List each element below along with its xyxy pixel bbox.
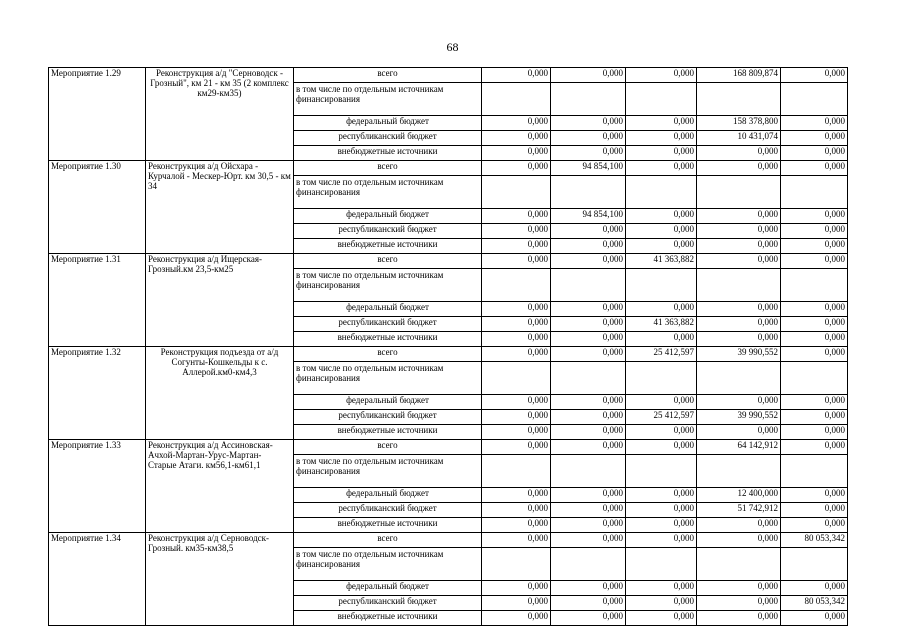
amount-cell: 0,000 (781, 518, 848, 533)
funding-source: всего (294, 161, 482, 176)
activity-code: Мероприятие 1.29 (49, 68, 146, 161)
amount-cell: 0,000 (626, 395, 697, 410)
funding-source: федеральный бюджет (294, 488, 482, 503)
amount-cell (626, 269, 697, 302)
amount-cell: 25 412,597 (626, 347, 697, 362)
amount-cell (697, 176, 781, 209)
amount-cell: 0,000 (626, 131, 697, 146)
table-row (49, 533, 848, 548)
amount-cell: 0,000 (482, 239, 551, 254)
amount-cell: 0,000 (626, 239, 697, 254)
amount-cell: 0,000 (482, 596, 551, 611)
activity-code: Мероприятие 1.32 (49, 347, 146, 440)
amount-cell (781, 455, 848, 488)
activity-name: Реконструкция а/д Серноводск-Грозный. км35-км38,5 (146, 533, 294, 626)
amount-cell (626, 83, 697, 116)
amount-cell: 0,000 (482, 317, 551, 332)
amount-cell (626, 548, 697, 581)
amount-cell: 0,000 (626, 533, 697, 548)
amount-cell: 0,000 (697, 533, 781, 548)
amount-cell: 0,000 (551, 332, 626, 347)
amount-cell: 0,000 (551, 518, 626, 533)
amount-cell: 0,000 (781, 131, 848, 146)
amount-cell: 0,000 (781, 332, 848, 347)
amount-cell: 0,000 (482, 518, 551, 533)
amount-cell: 0,000 (781, 503, 848, 518)
amount-cell: 0,000 (781, 581, 848, 596)
activity-name: Реконструкция а/д "Серноводск - Грозный", км 21 - км 35 (2 комплекс км29-км35) (146, 68, 294, 161)
amount-cell: 0,000 (551, 503, 626, 518)
amount-cell: 0,000 (626, 518, 697, 533)
amount-cell (781, 548, 848, 581)
amount-cell: 0,000 (697, 239, 781, 254)
amount-cell: 0,000 (482, 224, 551, 239)
amount-cell (781, 362, 848, 395)
amount-cell: 0,000 (781, 395, 848, 410)
amount-cell: 0,000 (626, 503, 697, 518)
amount-cell: 0,000 (697, 581, 781, 596)
funding-source: республиканский бюджет (294, 131, 482, 146)
amount-cell: 0,000 (482, 146, 551, 161)
amount-cell (482, 269, 551, 302)
funding-source: республиканский бюджет (294, 596, 482, 611)
amount-cell: 0,000 (781, 425, 848, 440)
amount-cell (781, 269, 848, 302)
funding-source: внебюджетные источники (294, 611, 482, 626)
amount-cell: 0,000 (551, 302, 626, 317)
amount-cell: 0,000 (551, 317, 626, 332)
amount-cell: 0,000 (482, 488, 551, 503)
amount-cell: 0,000 (551, 146, 626, 161)
amount-cell: 0,000 (781, 611, 848, 626)
amount-cell: 0,000 (482, 425, 551, 440)
amount-cell (482, 548, 551, 581)
amount-cell: 0,000 (482, 131, 551, 146)
funding-source: внебюджетные источники (294, 332, 482, 347)
amount-cell: 0,000 (551, 596, 626, 611)
amount-cell: 0,000 (626, 332, 697, 347)
amount-cell: 41 363,882 (626, 254, 697, 269)
funding-source: республиканский бюджет (294, 503, 482, 518)
amount-cell: 0,000 (482, 116, 551, 131)
funding-source: внебюджетные источники (294, 518, 482, 533)
amount-cell: 0,000 (781, 302, 848, 317)
amount-cell: 80 053,342 (781, 533, 848, 548)
amount-cell: 0,000 (482, 161, 551, 176)
table-row (49, 347, 848, 362)
amount-cell: 10 431,074 (697, 131, 781, 146)
amount-cell: 0,000 (626, 116, 697, 131)
amount-cell: 0,000 (626, 146, 697, 161)
amount-cell: 39 990,552 (697, 347, 781, 362)
funding-source: всего (294, 347, 482, 362)
amount-cell: 0,000 (551, 440, 626, 455)
amount-cell: 0,000 (482, 254, 551, 269)
amount-cell: 80 053,342 (781, 596, 848, 611)
amount-cell: 0,000 (697, 395, 781, 410)
amount-cell: 0,000 (697, 611, 781, 626)
amount-cell: 0,000 (551, 425, 626, 440)
amount-cell: 0,000 (697, 302, 781, 317)
amount-cell: 0,000 (482, 503, 551, 518)
amount-cell (482, 455, 551, 488)
amount-cell (551, 455, 626, 488)
funding-source: в том числе по отдельным источникам финансирования (294, 455, 482, 488)
amount-cell: 0,000 (482, 332, 551, 347)
amount-cell (697, 269, 781, 302)
table-row (49, 440, 848, 455)
activity-name: Реконструкция подъезда от а/д Согунты-Кошкельды к с. Аллерой.км0-км4,3 (146, 347, 294, 440)
funding-source: в том числе по отдельным источникам финансирования (294, 362, 482, 395)
amount-cell: 0,000 (781, 239, 848, 254)
amount-cell: 0,000 (482, 611, 551, 626)
funding-source: в том числе по отдельным источникам финансирования (294, 548, 482, 581)
amount-cell: 0,000 (551, 410, 626, 425)
amount-cell (551, 83, 626, 116)
amount-cell: 94 854,100 (551, 209, 626, 224)
amount-cell: 168 809,874 (697, 68, 781, 83)
amount-cell: 0,000 (781, 488, 848, 503)
amount-cell: 0,000 (551, 239, 626, 254)
funding-source: республиканский бюджет (294, 224, 482, 239)
activity-name: Реконструкция а/д Ищерская-Грозный.км 23,5-км25 (146, 254, 294, 347)
amount-cell: 0,000 (551, 68, 626, 83)
amount-cell: 0,000 (551, 581, 626, 596)
table-row (49, 161, 848, 176)
amount-cell: 0,000 (626, 161, 697, 176)
amount-cell: 0,000 (697, 518, 781, 533)
funding-source: республиканский бюджет (294, 410, 482, 425)
amount-cell: 0,000 (697, 209, 781, 224)
amount-cell: 0,000 (551, 395, 626, 410)
funding-table (48, 67, 848, 626)
funding-source: всего (294, 533, 482, 548)
amount-cell (626, 362, 697, 395)
amount-cell (697, 83, 781, 116)
amount-cell: 0,000 (482, 302, 551, 317)
amount-cell: 0,000 (482, 395, 551, 410)
funding-source: в том числе по отдельным источникам финансирования (294, 83, 482, 116)
amount-cell: 0,000 (626, 440, 697, 455)
funding-source: внебюджетные источники (294, 146, 482, 161)
amount-cell: 0,000 (482, 533, 551, 548)
funding-source: федеральный бюджет (294, 302, 482, 317)
table-row (49, 254, 848, 269)
amount-cell: 0,000 (482, 209, 551, 224)
activity-code: Мероприятие 1.30 (49, 161, 146, 254)
funding-source: внебюджетные источники (294, 425, 482, 440)
amount-cell: 0,000 (626, 209, 697, 224)
amount-cell: 0,000 (697, 254, 781, 269)
amount-cell: 0,000 (482, 347, 551, 362)
funding-source: в том числе по отдельным источникам финансирования (294, 269, 482, 302)
amount-cell: 0,000 (626, 224, 697, 239)
amount-cell: 0,000 (626, 581, 697, 596)
amount-cell: 25 412,597 (626, 410, 697, 425)
funding-source: республиканский бюджет (294, 317, 482, 332)
amount-cell: 0,000 (482, 68, 551, 83)
amount-cell: 0,000 (781, 317, 848, 332)
amount-cell: 0,000 (551, 254, 626, 269)
amount-cell: 0,000 (626, 596, 697, 611)
funding-source: всего (294, 440, 482, 455)
amount-cell (626, 176, 697, 209)
amount-cell: 0,000 (482, 581, 551, 596)
amount-cell: 0,000 (551, 533, 626, 548)
amount-cell: 0,000 (551, 131, 626, 146)
amount-cell: 12 400,000 (697, 488, 781, 503)
amount-cell: 0,000 (697, 161, 781, 176)
funding-source: федеральный бюджет (294, 581, 482, 596)
amount-cell (697, 548, 781, 581)
amount-cell: 0,000 (697, 224, 781, 239)
amount-cell: 0,000 (551, 611, 626, 626)
amount-cell: 51 742,912 (697, 503, 781, 518)
amount-cell (697, 362, 781, 395)
amount-cell: 0,000 (551, 116, 626, 131)
amount-cell: 0,000 (551, 347, 626, 362)
funding-source: федеральный бюджет (294, 209, 482, 224)
funding-source: внебюджетные источники (294, 239, 482, 254)
amount-cell: 94 854,100 (551, 161, 626, 176)
amount-cell: 0,000 (781, 116, 848, 131)
table-row (49, 68, 848, 83)
amount-cell: 0,000 (551, 224, 626, 239)
amount-cell: 0,000 (781, 68, 848, 83)
amount-cell: 0,000 (482, 410, 551, 425)
amount-cell: 0,000 (781, 224, 848, 239)
amount-cell: 0,000 (697, 317, 781, 332)
amount-cell: 0,000 (781, 410, 848, 425)
amount-cell (551, 548, 626, 581)
funding-source: в том числе по отдельным источникам финансирования (294, 176, 482, 209)
amount-cell: 0,000 (697, 146, 781, 161)
amount-cell (781, 83, 848, 116)
amount-cell (482, 176, 551, 209)
amount-cell: 0,000 (626, 425, 697, 440)
amount-cell (781, 176, 848, 209)
amount-cell: 0,000 (697, 332, 781, 347)
activity-name: Реконструкция а/д Ойсхара - Курчалой - Мескер-Юрт. км 30,5 - км 34 (146, 161, 294, 254)
funding-source: всего (294, 68, 482, 83)
amount-cell: 39 990,552 (697, 410, 781, 425)
amount-cell: 0,000 (781, 146, 848, 161)
amount-cell: 0,000 (482, 440, 551, 455)
amount-cell: 41 363,882 (626, 317, 697, 332)
page-number: 68 (446, 40, 459, 54)
amount-cell: 0,000 (697, 425, 781, 440)
amount-cell: 0,000 (551, 488, 626, 503)
amount-cell (626, 455, 697, 488)
amount-cell: 0,000 (697, 596, 781, 611)
amount-cell: 0,000 (626, 302, 697, 317)
amount-cell: 0,000 (781, 254, 848, 269)
funding-source: федеральный бюджет (294, 116, 482, 131)
amount-cell (482, 83, 551, 116)
amount-cell: 0,000 (781, 347, 848, 362)
amount-cell: 0,000 (781, 440, 848, 455)
amount-cell (551, 362, 626, 395)
amount-cell (551, 269, 626, 302)
amount-cell (697, 455, 781, 488)
activity-code: Мероприятие 1.31 (49, 254, 146, 347)
funding-source: всего (294, 254, 482, 269)
amount-cell: 0,000 (626, 488, 697, 503)
amount-cell: 0,000 (781, 209, 848, 224)
amount-cell: 64 142,912 (697, 440, 781, 455)
amount-cell (551, 176, 626, 209)
activity-code: Мероприятие 1.33 (49, 440, 146, 533)
amount-cell: 0,000 (626, 68, 697, 83)
amount-cell: 0,000 (626, 611, 697, 626)
activity-code: Мероприятие 1.34 (49, 533, 146, 626)
amount-cell: 158 378,800 (697, 116, 781, 131)
amount-cell: 0,000 (781, 161, 848, 176)
funding-source: федеральный бюджет (294, 395, 482, 410)
amount-cell (482, 362, 551, 395)
activity-name: Реконструкция а/д Ассиновская-Ачхой-Мартан-Урус-Мартан- Старые Атаги. км56,1-км61,1 (146, 440, 294, 533)
